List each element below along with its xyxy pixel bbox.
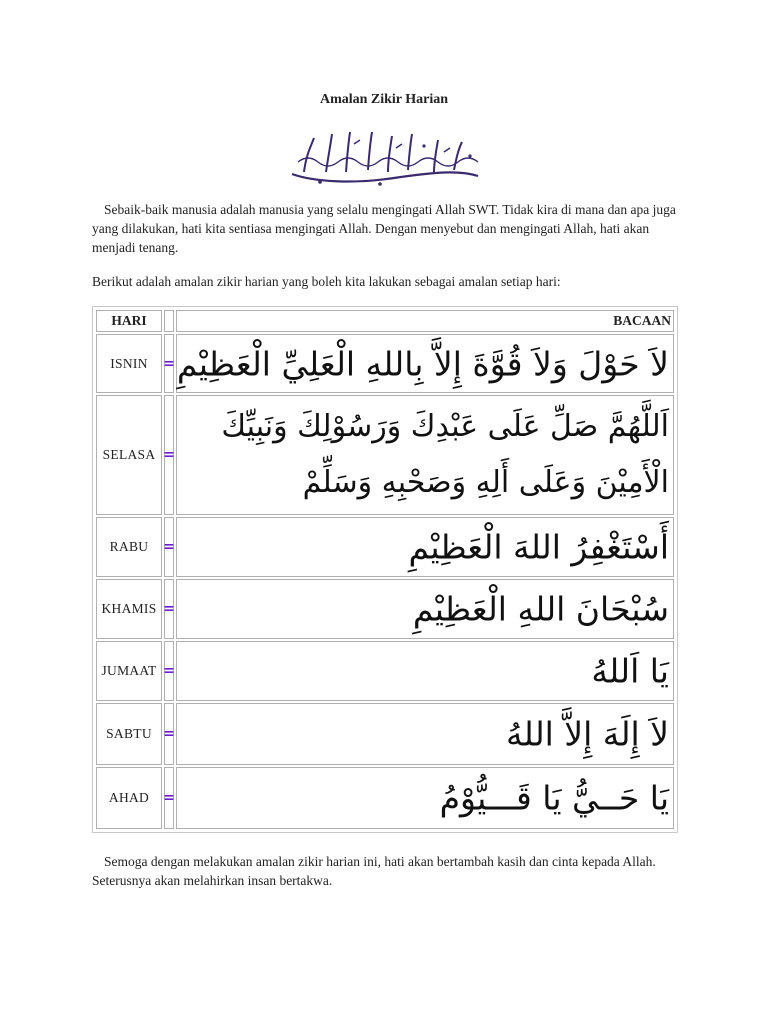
equals-icon: = bbox=[163, 726, 175, 742]
recitation-cell bbox=[176, 517, 674, 577]
day-cell bbox=[96, 703, 162, 765]
arabic-recitation: اَللَّهُمَّ صَلِّ عَلَى عَبْدِكَ وَرَسُوْلِكَ وَنَبِيِّكَ الْأَمِيْنَ وَعَلَى أَلِهِ وَصَحْبِهِ وَسَلِّمْ bbox=[221, 409, 669, 500]
day-label: ISNIN bbox=[110, 355, 148, 371]
equals-icon: = bbox=[163, 355, 175, 372]
equals-icon: = bbox=[163, 601, 175, 617]
recitation-cell bbox=[176, 579, 674, 639]
day-label: AHAD bbox=[108, 790, 150, 805]
day-label: KHAMIS bbox=[101, 601, 157, 616]
table-row bbox=[96, 517, 674, 577]
day-cell bbox=[96, 767, 162, 829]
basmalah-calligraphy bbox=[284, 126, 484, 188]
arabic-recitation: لاَ حَوْلَ وَلاَ قُوَّةَ إِلاَّ بِاللهِ الْعَلِيِّ الْعَظِيْمِ bbox=[176, 344, 669, 383]
separator-cell bbox=[164, 334, 174, 393]
table-row bbox=[96, 641, 674, 701]
day-label: SELASA bbox=[102, 447, 156, 462]
recitation-cell bbox=[176, 641, 674, 701]
separator-cell bbox=[164, 641, 174, 701]
header-day-cell bbox=[96, 310, 162, 332]
equals-icon: = bbox=[163, 790, 175, 806]
arabic-recitation: أَسْتَغْفِرُ اللهَ الْعَظِيْمِ bbox=[408, 527, 669, 567]
closing-paragraph: Semoga dengan melakukan amalan zikir harian ini, hati akan bertambah kasih dan cinta kepada Allah. Seterusnya akan melahirkan insan bertakwa. bbox=[92, 854, 656, 888]
recitation-cell bbox=[176, 334, 674, 393]
day-label: SABTU bbox=[106, 726, 152, 741]
table-row bbox=[96, 767, 674, 829]
header-text-cell bbox=[176, 310, 674, 332]
separator-cell bbox=[164, 395, 174, 515]
header-text-label: BACAAN bbox=[613, 313, 671, 328]
day-cell bbox=[96, 517, 162, 577]
header-separator-cell bbox=[164, 310, 174, 332]
day-cell bbox=[96, 579, 162, 639]
day-label: RABU bbox=[109, 539, 149, 554]
recitation-cell bbox=[176, 703, 674, 765]
intro-paragraph: Sebaik-baik manusia adalah manusia yang selalu mengingati Allah SWT. Tidak kira di mana dan apa juga yang dilakukan, hati kita sentiasa mengingati Allah. Dengan menyebut dan mengingati Allah, hati akan menjadi tenang. bbox=[92, 202, 676, 255]
table-row bbox=[96, 395, 674, 515]
separator-cell bbox=[164, 517, 174, 577]
table-header-row bbox=[96, 310, 674, 332]
separator-cell bbox=[164, 579, 174, 639]
separator-cell bbox=[164, 703, 174, 765]
arabic-recitation: سُبْحَانَ اللهِ الْعَظِيْمِ bbox=[412, 589, 669, 629]
arabic-recitation: يَا اَللهُ bbox=[591, 651, 669, 691]
equals-icon: = bbox=[163, 663, 175, 679]
page-title: Amalan Zikir Harian bbox=[319, 92, 449, 107]
table-row bbox=[96, 579, 674, 639]
separator-cell bbox=[164, 767, 174, 829]
arabic-recitation: لاَ إِلَهَ إِلاَّ اللهُ bbox=[505, 714, 669, 754]
day-label: JUMAAT bbox=[101, 663, 157, 678]
recitation-cell bbox=[176, 395, 674, 515]
equals-icon: = bbox=[163, 447, 175, 463]
day-cell bbox=[96, 395, 162, 515]
header-day-label: HARI bbox=[111, 313, 147, 328]
equals-icon: = bbox=[163, 539, 175, 555]
lead-paragraph: Berikut adalah amalan zikir harian yang boleh kita lakukan sebagai amalan setiap hari: bbox=[92, 274, 561, 289]
recitation-cell bbox=[176, 767, 674, 829]
arabic-recitation: يَا حَــيُّ يَا قَـــيُّوْمُ bbox=[439, 778, 669, 818]
table-row bbox=[96, 334, 674, 393]
day-cell bbox=[96, 641, 162, 701]
day-cell bbox=[96, 334, 162, 393]
table-row bbox=[96, 703, 674, 765]
zikir-table bbox=[92, 306, 678, 833]
